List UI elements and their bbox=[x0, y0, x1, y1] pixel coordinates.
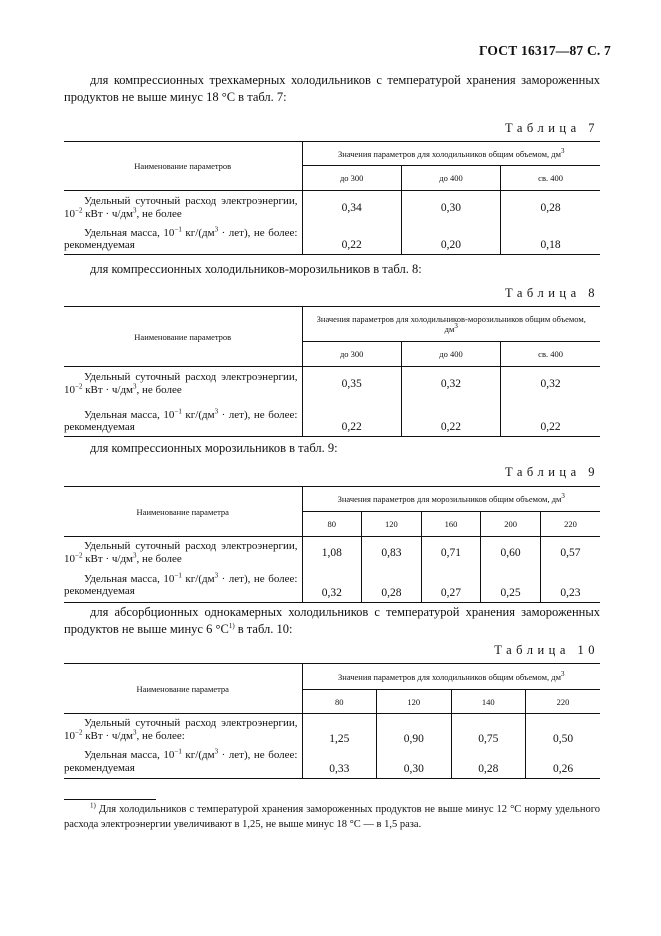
table7-cell: 0,34 bbox=[302, 191, 401, 225]
table8-cell: 0,32 bbox=[501, 367, 600, 401]
paragraph-table8-intro bbox=[64, 261, 600, 278]
table9-cell: 0,32 bbox=[302, 569, 362, 603]
table10-cell: 0,26 bbox=[526, 746, 601, 779]
table9-values-header: Значения параметров для морозильников общим объемом, $дм^3$ bbox=[302, 487, 600, 512]
footnote-text: Для холодильников с температурой хранения замороженных продуктов не выше минус 12 °С норму удельного расхода электроэнергии увеличивают в 1,25, не выше минус 18 °С — в 1,5 раза. bbox=[64, 804, 600, 830]
table9-cell: 0,23 bbox=[540, 569, 600, 603]
table10-col-4: 220 bbox=[526, 690, 601, 714]
paragraph-text: в табл. 10: bbox=[234, 622, 293, 636]
table10-cell: 0,33 bbox=[302, 746, 377, 779]
table8-cell: 0,22 bbox=[401, 401, 500, 437]
table9-col-1: 80 bbox=[302, 512, 362, 537]
table9-col-4: 200 bbox=[481, 512, 541, 537]
table7-values-header: Значения параметров для холодильников общим объемом, $дм^3$ bbox=[302, 142, 600, 166]
paragraph-text: для компрессионных морозильников в табл. 9: bbox=[90, 441, 338, 455]
table8-col-1: до 300 bbox=[302, 342, 401, 367]
table10-values-header: Значения параметров для холодильников общим объемом, $дм^3$ bbox=[302, 664, 600, 690]
paragraph-text: для абсорбционных однокамерных холодильников с температурой хранения замороженных продуктов не выше минус 6 °С bbox=[64, 605, 600, 636]
table7-col-2: до 400 bbox=[401, 166, 500, 191]
table10-col-2: 120 bbox=[377, 690, 452, 714]
table10-param-header: Наименование параметра bbox=[64, 664, 302, 714]
table8 bbox=[64, 306, 600, 437]
page-header: ГОСТ 16317—87 С. 7 bbox=[478, 43, 611, 58]
footnote-ref: 1) bbox=[228, 621, 235, 630]
footnote-mark: 1) bbox=[90, 801, 96, 810]
table10-col-1: 80 bbox=[302, 690, 377, 714]
table7-caption: Таблица 7 bbox=[505, 121, 599, 135]
table9-cell: 0,27 bbox=[421, 569, 481, 603]
table10-cell: 1,25 bbox=[302, 714, 377, 746]
table9-col-2: 120 bbox=[362, 512, 422, 537]
table8-cell: 0,22 bbox=[302, 401, 401, 437]
table9-cell: 1,08 bbox=[302, 537, 362, 569]
table8-values-header: Значения параметров для холодильников-морозильников общим объемом, $дм^3$ bbox=[302, 307, 600, 342]
table10-col-3: 140 bbox=[451, 690, 526, 714]
table8-col-2: до 400 bbox=[401, 342, 500, 367]
paragraph-text: для компрессионных холодильников-морозильников в табл. 8: bbox=[90, 262, 422, 276]
table7-col-3: св. 400 bbox=[501, 166, 600, 191]
table9-cell: 0,71 bbox=[421, 537, 481, 569]
table10-cell: 0,50 bbox=[526, 714, 601, 746]
table9-cell: 0,25 bbox=[481, 569, 541, 603]
table8-row-1-label: Удельный суточный расход электроэнергии, $10^{-2}$ кВт · $ч/дм^3$, не более bbox=[64, 371, 298, 396]
table9-cell: 0,83 bbox=[362, 537, 422, 569]
table10-cell: 0,90 bbox=[377, 714, 452, 746]
table10-row-2-label: Удельная масса, $10^{-1}$ $кг/(дм^3 \cdot лет)$, не более: рекомендуемая bbox=[64, 747, 298, 774]
paragraph-table10-intro bbox=[64, 604, 600, 638]
table7-cell: 0,22 bbox=[302, 225, 401, 255]
table7-cell: 0,30 bbox=[401, 191, 500, 225]
table8-row-2-label: Удельная масса, $10^{-1}$ $кг/(дм^3 \cdot лет)$, не более: рекомендуемая bbox=[64, 407, 298, 434]
table9-row-1-label: Удельный суточный расход электроэнергии, $10^{-2}$ кВт · $ч/дм^3$, не более bbox=[64, 540, 298, 565]
table9-col-5: 220 bbox=[540, 512, 600, 537]
table7 bbox=[64, 141, 600, 255]
table9-caption: Таблица 9 bbox=[505, 465, 599, 479]
table10-caption: Таблица 10 bbox=[494, 643, 599, 657]
paragraph-text: для компрессионных трехкамерных холодильников с температурой хранения замороженных продуктов не выше минус 18 °С в табл. 7: bbox=[64, 73, 600, 104]
table9-col-3: 160 bbox=[421, 512, 481, 537]
footnote bbox=[64, 802, 600, 832]
table8-cell: 0,32 bbox=[401, 367, 500, 401]
footnote-divider bbox=[64, 799, 156, 800]
table8-cell: 0,35 bbox=[302, 367, 401, 401]
table9-row-2-label: Удельная масса, $10^{-1}$ $кг/(дм^3 \cdot лет)$, не более: рекомендуемая bbox=[64, 571, 298, 598]
table7-row-2-label: Удельная масса, $10^{-1}$ $кг/(дм^3 \cdot лет)$, не более: рекомендуемая bbox=[64, 225, 298, 252]
table9 bbox=[64, 486, 600, 603]
table7-row-1-label: Удельный суточный расход электроэнергии, $10^{-2}$ кВт · $ч/дм^3$, не более bbox=[64, 195, 298, 220]
table10 bbox=[64, 663, 600, 779]
table8-col-3: св. 400 bbox=[501, 342, 600, 367]
paragraph-table7-intro bbox=[64, 72, 600, 106]
table8-caption: Таблица 8 bbox=[505, 286, 599, 300]
table10-row-1-label: Удельный суточный расход электроэнергии, $10^{-2}$ кВт · $ч/дм^3$, не более: bbox=[64, 717, 298, 742]
table9-cell: 0,28 bbox=[362, 569, 422, 603]
table10-cell: 0,30 bbox=[377, 746, 452, 779]
table9-param-header: Наименование параметра bbox=[64, 487, 302, 537]
table9-cell: 0,60 bbox=[481, 537, 541, 569]
table10-cell: 0,75 bbox=[451, 714, 526, 746]
table7-cell: 0,20 bbox=[401, 225, 500, 255]
table7-cell: 0,18 bbox=[501, 225, 600, 255]
paragraph-table9-intro bbox=[64, 440, 600, 457]
table7-cell: 0,28 bbox=[501, 191, 600, 225]
table7-param-header: Наименование параметров bbox=[64, 142, 302, 191]
table10-cell: 0,28 bbox=[451, 746, 526, 779]
table9-cell: 0,57 bbox=[540, 537, 600, 569]
table7-col-1: до 300 bbox=[302, 166, 401, 191]
table8-param-header: Наименование параметров bbox=[64, 307, 302, 367]
table8-cell: 0,22 bbox=[501, 401, 600, 437]
